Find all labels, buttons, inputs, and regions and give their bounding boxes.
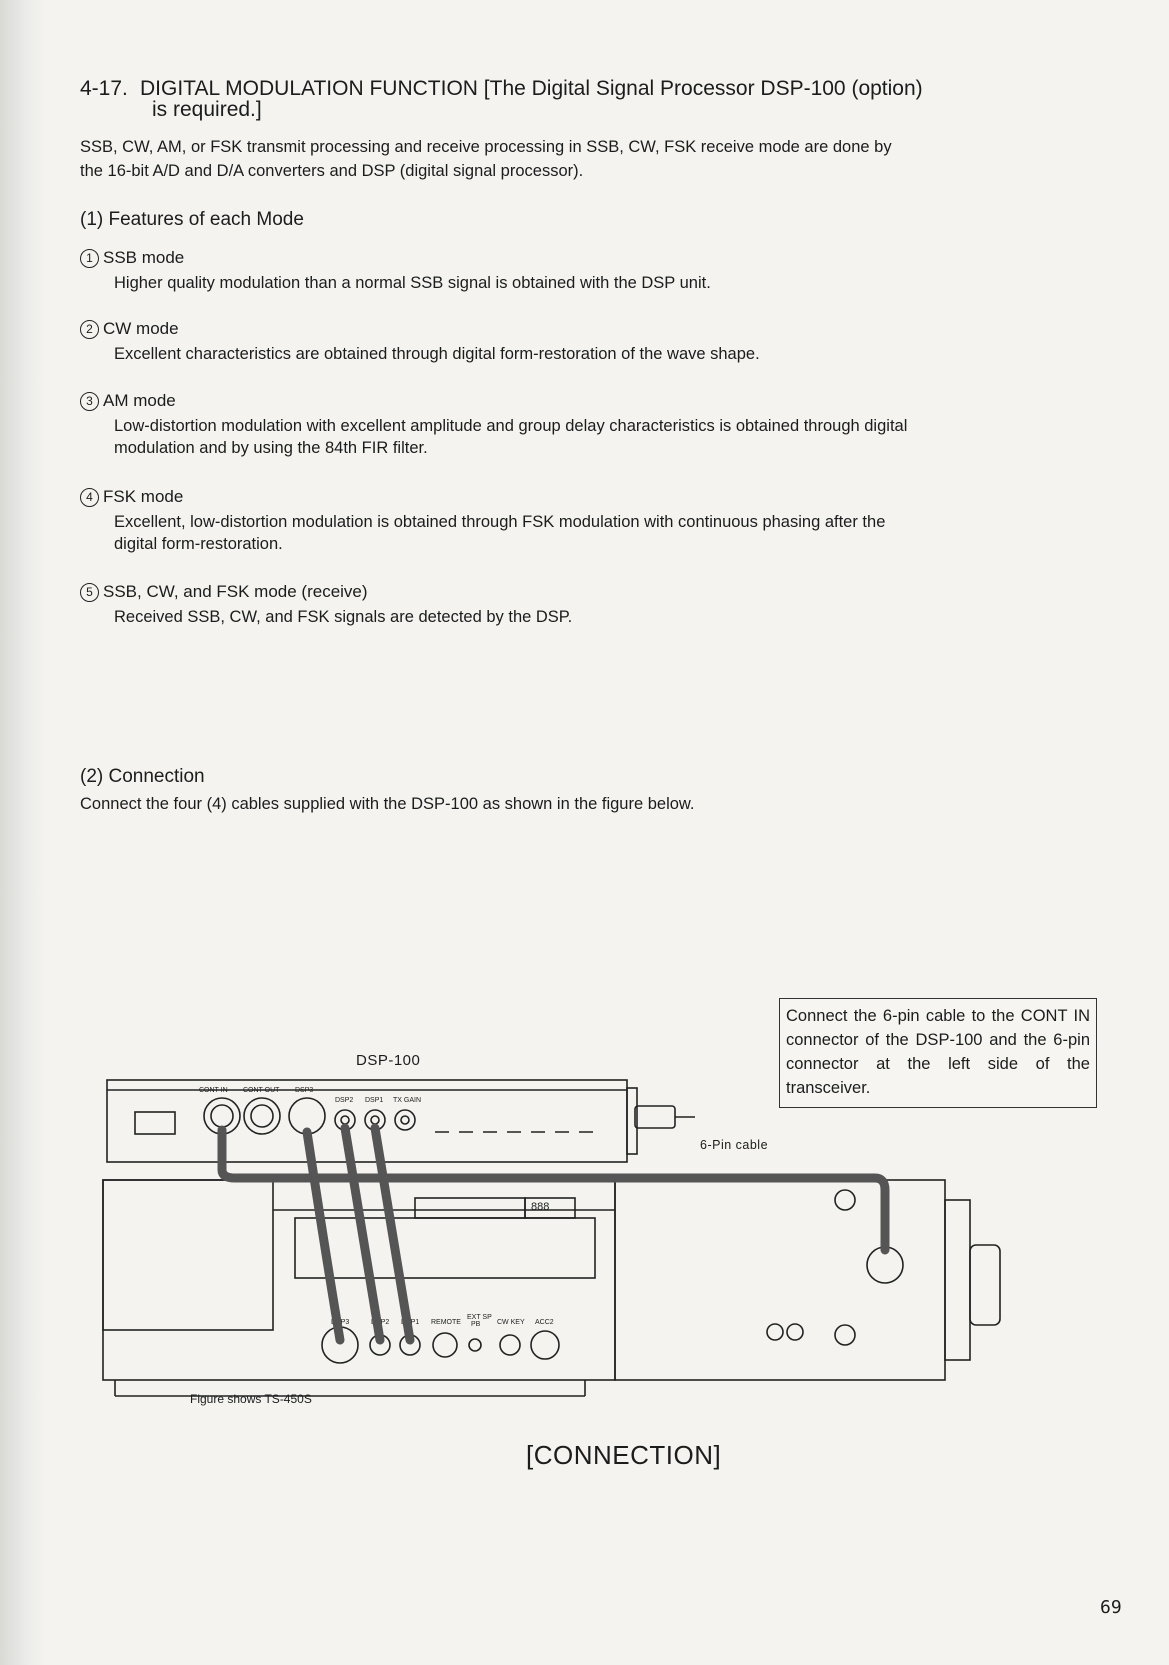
mode-ssb-description: Higher quality modulation than a normal SSB signal is obtained with the DSP unit. [114,274,711,292]
mode-title: FSK mode [103,487,184,506]
jack-label-cont-out: CONT OUT [243,1087,280,1094]
mode-title: SSB mode [103,248,185,267]
section-title-continued: is required.] [152,98,262,121]
rear-jack-remote: REMOTE [431,1319,461,1326]
intro-line-2: the 16-bit A/D and D/A converters and DSP (digital signal processor). [80,162,584,180]
mode-fsk-heading [80,487,183,507]
mode-cw-description: Excellent characteristics are obtained through digital form-restoration of the wave shape. [114,345,760,363]
dsp-100-label: DSP-100 [356,1052,421,1069]
cable-label: 6-Pin cable [700,1138,769,1152]
connection-heading: (2) Connection [80,766,205,787]
dsp-100-unit [107,1080,627,1162]
section-number: 4-17. [80,77,128,100]
circled-number: 5 [80,583,99,602]
rear-jack-dsp2: DSP2 [371,1319,390,1326]
rear-jack-acc2: ACC2 [535,1319,554,1326]
mode-title: CW mode [103,319,179,338]
cable-dsp1 [375,1128,410,1340]
jack-label-dsp1: DSP1 [365,1097,384,1104]
rear-jack-pb: PB [471,1321,481,1328]
led-readout: 888 [531,1201,550,1213]
circled-number: 1 [80,249,99,268]
rear-jack-dsp3: DSP3 [331,1319,350,1326]
mode-receive-description: Received SSB, CW, and FSK signals are detected by the DSP. [114,608,573,626]
circled-number: 4 [80,488,99,507]
section-title: DIGITAL MODULATION FUNCTION [The Digital Signal Processor DSP-100 (option) [140,77,923,100]
circled-number: 3 [80,392,99,411]
mode-title: SSB, CW, and FSK mode (receive) [103,582,368,601]
mode-fsk-description-2: digital form-restoration. [114,535,283,553]
connection-diagram [95,1070,1055,1410]
jack-label-tx-gain: TX GAIN [393,1097,422,1104]
connection-text: Connect the four (4) cables supplied with the DSP-100 as shown in the figure below. [80,795,695,813]
cable-dsp2 [345,1128,380,1340]
figure-caption: Figure shows TS-450S [190,1392,312,1406]
rear-jack-dsp1: DSP1 [401,1319,420,1326]
cable-dsp3 [307,1132,340,1340]
circled-number: 2 [80,320,99,339]
jack-label-dsp2: DSP2 [335,1097,354,1104]
figure-title: [CONNECTION] [526,1440,722,1470]
page-number: 69 [1100,1597,1122,1618]
jack-label-cont-in: CONT IN [199,1087,228,1094]
mode-receive-heading [80,582,368,602]
rear-jack-cw-key: CW KEY [497,1319,525,1326]
features-heading: (1) Features of each Mode [80,209,304,230]
binding-shadow [0,0,46,1665]
mode-fsk-description-1: Excellent, low-distortion modulation is obtained through FSK modulation with continuous phasing after the [114,513,886,531]
mode-ssb-heading [80,248,184,268]
rear-jack-ext-sp: EXT SP [467,1314,492,1321]
callout-box: Connect the 6-pin cable to the CONT IN connector of the DSP-100 and the 6-pin connector at the left side of the transceiver. [779,998,1097,1108]
mode-am-heading [80,391,176,411]
intro-line-1: SSB, CW, AM, or FSK transmit processing and receive processing in SSB, CW, FSK receive mode are done by [80,138,892,156]
mode-am-description-1: Low-distortion modulation with excellent amplitude and group delay characteristics is obtained through digital [114,417,908,435]
jack-label-dsp3: DSP3 [295,1087,314,1094]
mode-title: AM mode [103,391,176,410]
mode-cw-heading [80,319,179,339]
mode-am-description-2: modulation and by using the 84th FIR filter. [114,439,428,457]
